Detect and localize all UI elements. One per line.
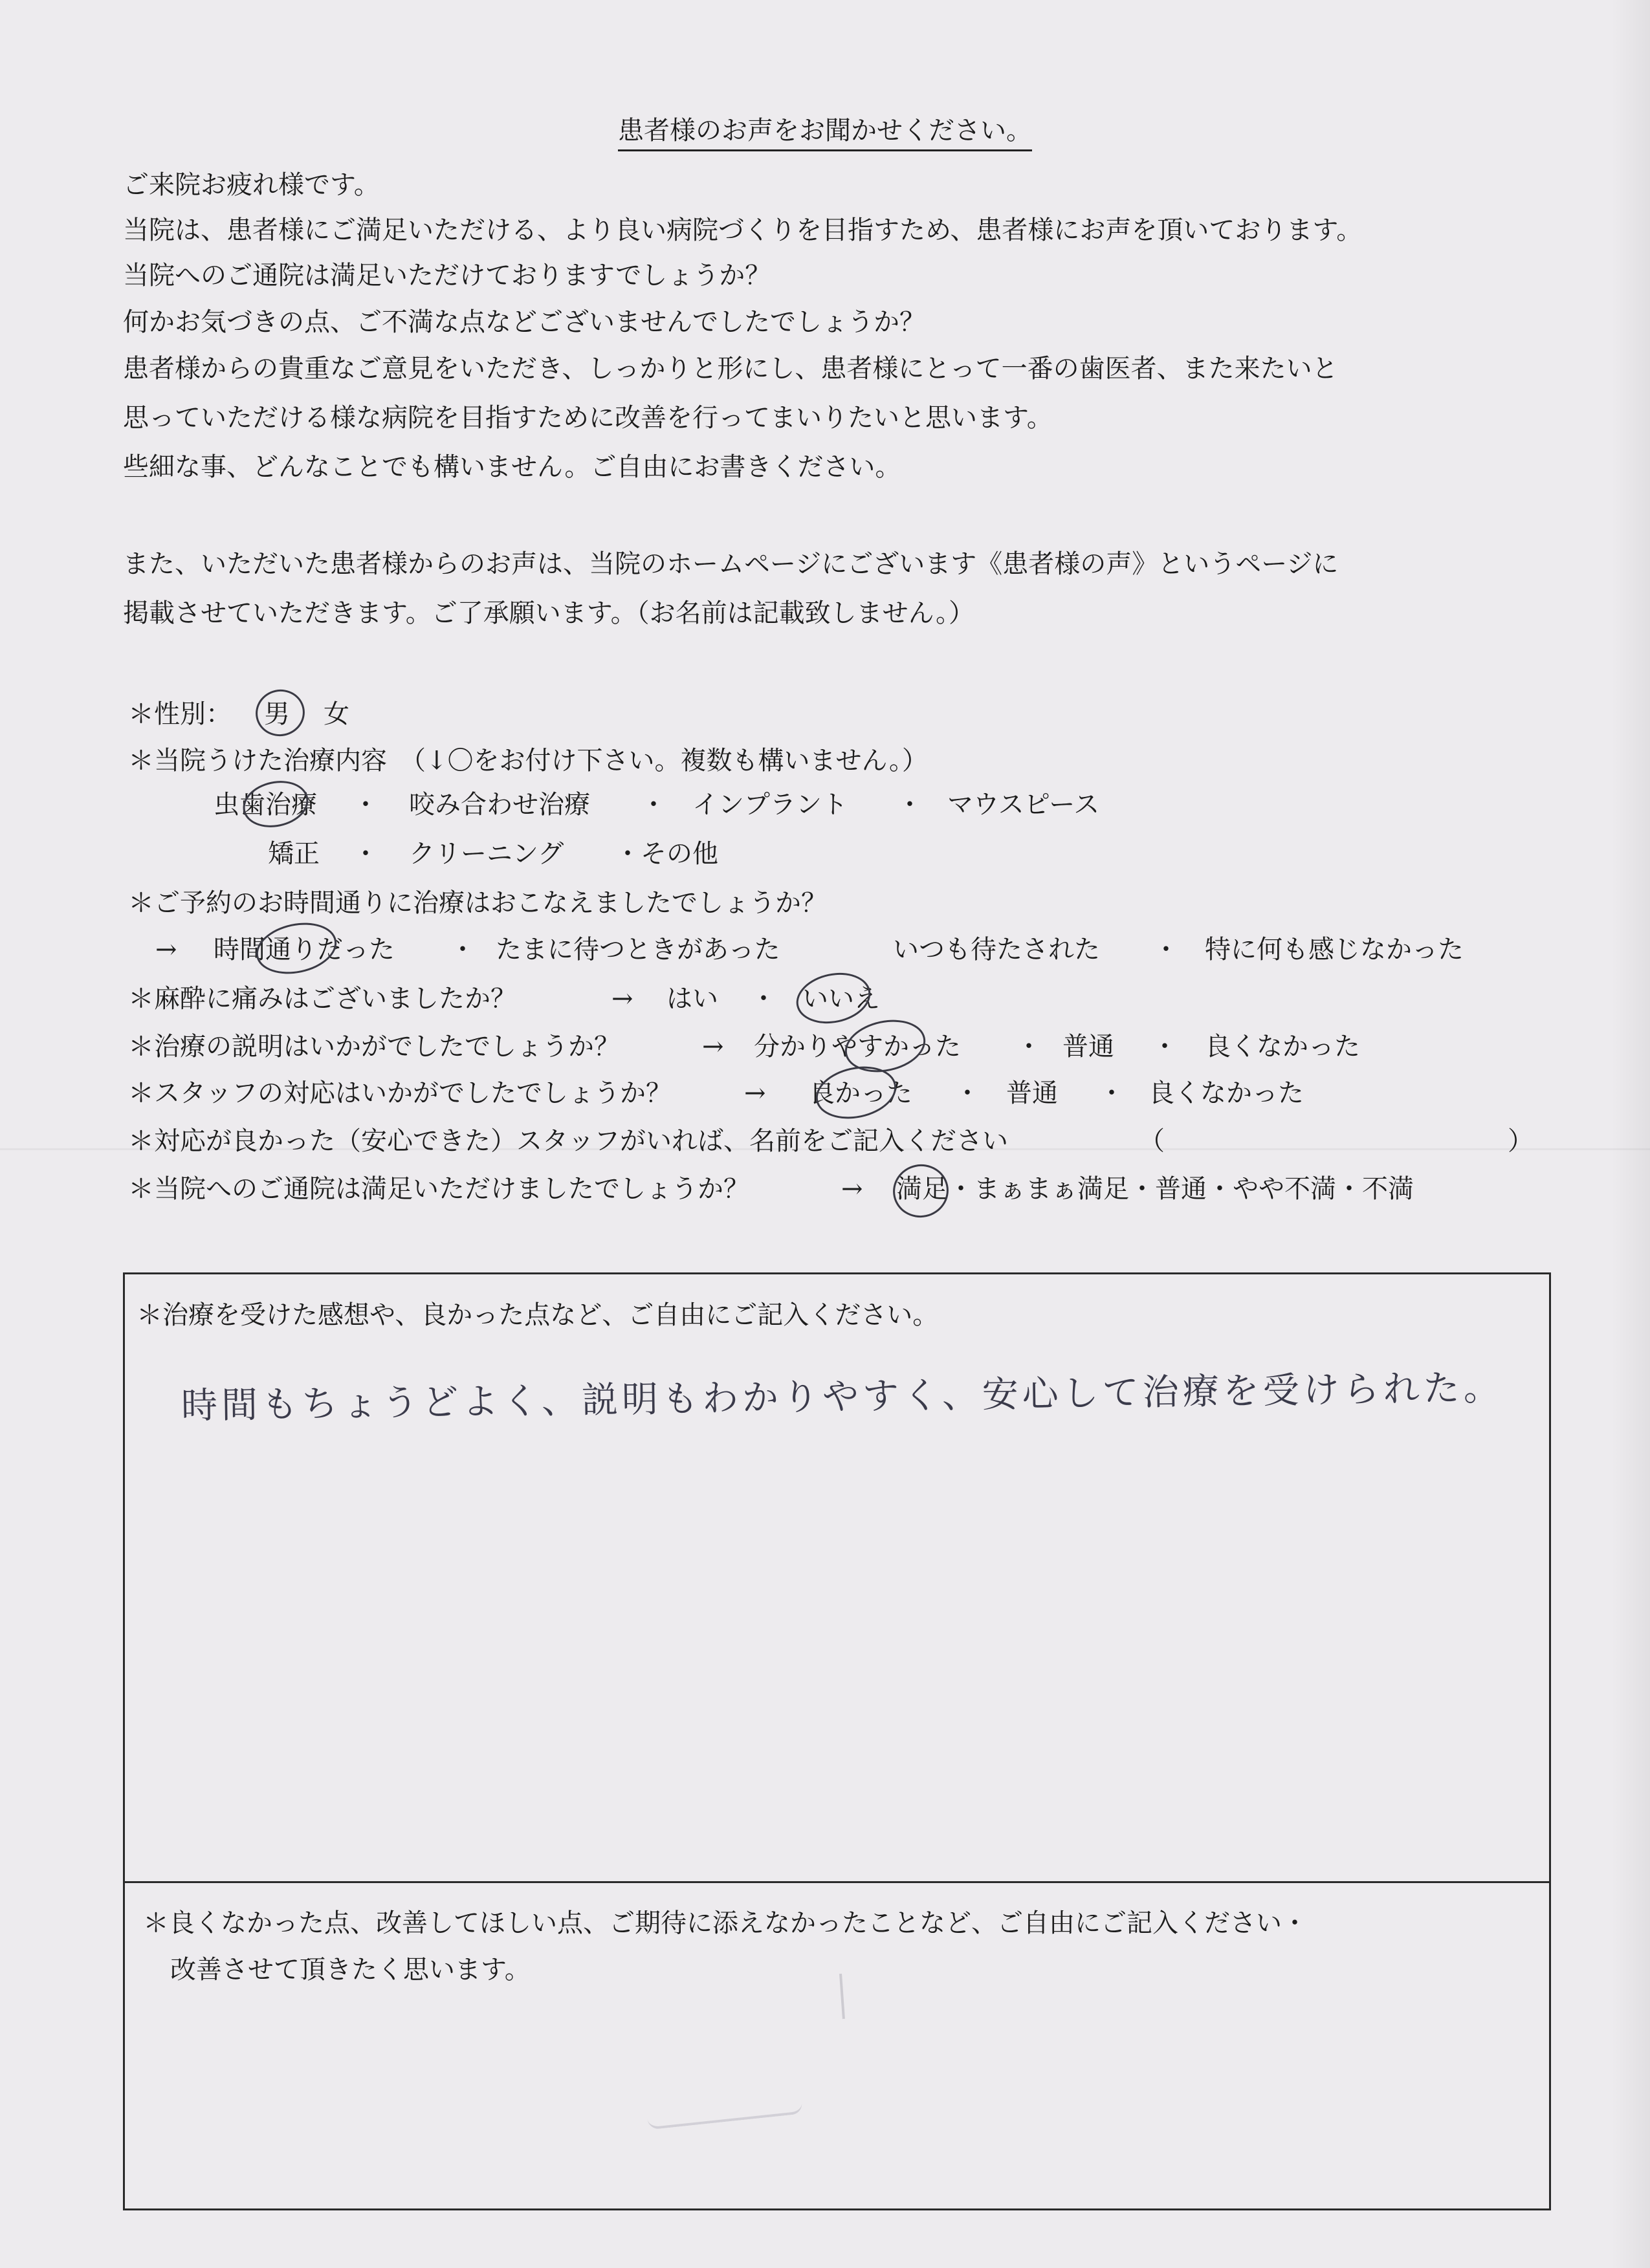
handwritten-comment: 時間もちょうどよく、説明もわかりやすく、安心して治療を受けられた。 (181, 1366, 1504, 1428)
page-title (0, 110, 1650, 147)
staff-name-question: ＊対応が良かった（安心できた）スタッフがいれば、名前をご記入ください (128, 1126, 1008, 1156)
treatment-separator: ・ (353, 839, 379, 869)
explanation-option-clear[interactable]: 分かりやすかった (754, 1032, 961, 1062)
staff-option-good[interactable]: 良かった (809, 1078, 912, 1108)
treatment-separator: ・ (641, 790, 666, 820)
staff-separator: ・ (954, 1078, 980, 1108)
box2-label: ＊良くなかった点、改善してほしい点、ご期待に添えなかったことなど、ご自由にご記入ください・ (143, 1908, 1308, 1938)
gender-label: ＊性別： (128, 699, 232, 729)
arrow-icon: → (155, 935, 177, 965)
time-separator: ・ (1153, 935, 1179, 965)
paper-edge-shadow (1611, 0, 1650, 2268)
staff-name-close-paren: ） (1508, 1126, 1534, 1156)
treatment-option-cleaning[interactable]: クリーニング (409, 839, 564, 869)
arrow-icon: → (744, 1078, 766, 1108)
notice-line: また、いただいた患者様からのお声は、当院のホームページにございます《患者様の声》というページに (123, 549, 1339, 579)
anesthesia-option-no[interactable]: いいえ (802, 984, 880, 1014)
gender-female-option[interactable]: 女 (324, 699, 349, 729)
arrow-icon: → (702, 1032, 724, 1062)
satisfaction-question: ＊当院へのご通院は満足いただけましたでしょうか？ (128, 1174, 749, 1204)
treatment-separator: ・ (353, 790, 379, 820)
explanation-separator: ・ (1152, 1032, 1178, 1062)
treatment-option-other[interactable]: ・その他 (615, 839, 718, 869)
treatment-option-bite[interactable]: 咬み合わせ治療 (409, 790, 590, 820)
intro-line: 些細な事、どんなことでも構いません。ご自由にお書きください。 (123, 452, 901, 482)
satisfaction-options[interactable]: 満足・まぁまぁ満足・普通・やや不満・不満 (896, 1174, 1414, 1204)
time-option-on-time[interactable]: 時間通りだった (214, 935, 395, 965)
staff-question: ＊スタッフの対応はいかがでしたでしょうか？ (128, 1078, 672, 1108)
treatment-option-mouthpiece[interactable]: マウスピース (947, 790, 1100, 820)
intro-line: ご来院お疲れ様です。 (123, 170, 380, 200)
time-separator: ・ (450, 935, 476, 965)
circle-mark-on-time (251, 916, 341, 981)
box2-label-line2: 改善させて頂きたく思います。 (170, 1955, 531, 1985)
anesthesia-separator: ・ (751, 984, 776, 1014)
circle-mark-satisfied (888, 1159, 953, 1223)
arrow-icon: → (611, 984, 633, 1014)
explanation-question: ＊治療の説明はいかがでしたでしょうか？ (128, 1032, 620, 1062)
improvement-comment-field[interactable] (129, 2012, 1546, 2206)
intro-line: 何かお気づきの点、ご不満な点などございませんでしたでしょうか？ (123, 307, 925, 337)
intro-line: 当院へのご通院は満足いただけておりますでしょうか？ (123, 261, 771, 290)
time-question: ＊ご予約のお時間通りに治療はおこなえましたでしょうか？ (128, 888, 827, 918)
intro-line: 思っていただける様な病院を目指すために改善を行ってまいりたいと思います。 (123, 403, 1053, 433)
notice-line: 掲載させていただきます。ご了承願います。（お名前は記載致しません。） (123, 598, 974, 628)
treatment-option-cavity[interactable]: 虫歯治療 (214, 790, 317, 820)
circle-mark-male (251, 685, 309, 741)
circle-mark-cavity (239, 775, 313, 833)
staff-separator: ・ (1099, 1078, 1125, 1108)
staff-name-open-paren: （ (1139, 1126, 1165, 1156)
anesthesia-option-yes[interactable]: はい (666, 984, 718, 1014)
staff-name-field[interactable] (1171, 1124, 1495, 1158)
intro-line: 患者様からの貴重なご意見をいただき、しっかりと形にし、患者様にとって一番の歯医者、また来たいと (123, 354, 1338, 384)
intro-line: 当院は、患者様にご満足いただける、より良い病院づくりを目指すため、患者様にお声を頂いております。 (123, 215, 1363, 245)
staff-option-bad[interactable]: 良くなかった (1149, 1078, 1304, 1108)
box-divider (125, 1881, 1549, 1883)
time-option-no-opinion[interactable]: 特に何も感じなかった (1205, 935, 1464, 965)
treatment-option-implant[interactable]: インプラント (692, 790, 848, 820)
show-through-mark (839, 1972, 864, 2029)
box1-label: ＊治療を受けた感想や、良かった点など、ご自由にご記入ください。 (137, 1300, 939, 1330)
arrow-icon: → (841, 1174, 863, 1204)
page-title-text: 患者様のお声をお聞かせください。 (618, 116, 1032, 151)
treatment-label: ＊当院うけた治療内容 （↓〇をお付け下さい。複数も構いません。） (128, 746, 928, 776)
time-option-sometimes-wait[interactable]: たまに待つときがあった (496, 935, 780, 965)
staff-option-normal[interactable]: 普通 (1006, 1078, 1058, 1108)
treatment-option-orthodontics[interactable]: 矯正 (268, 839, 320, 869)
explanation-option-bad[interactable]: 良くなかった (1205, 1032, 1360, 1062)
treatment-separator: ・ (897, 790, 923, 820)
time-option-always-wait[interactable]: いつも待たされた (893, 935, 1100, 965)
anesthesia-question: ＊麻酔に痛みはございましたか？ (128, 984, 516, 1014)
circle-mark-no (791, 966, 875, 1030)
explanation-option-normal[interactable]: 普通 (1062, 1032, 1114, 1062)
gender-male-option[interactable]: 男 (264, 699, 290, 729)
explanation-separator: ・ (1016, 1032, 1042, 1062)
